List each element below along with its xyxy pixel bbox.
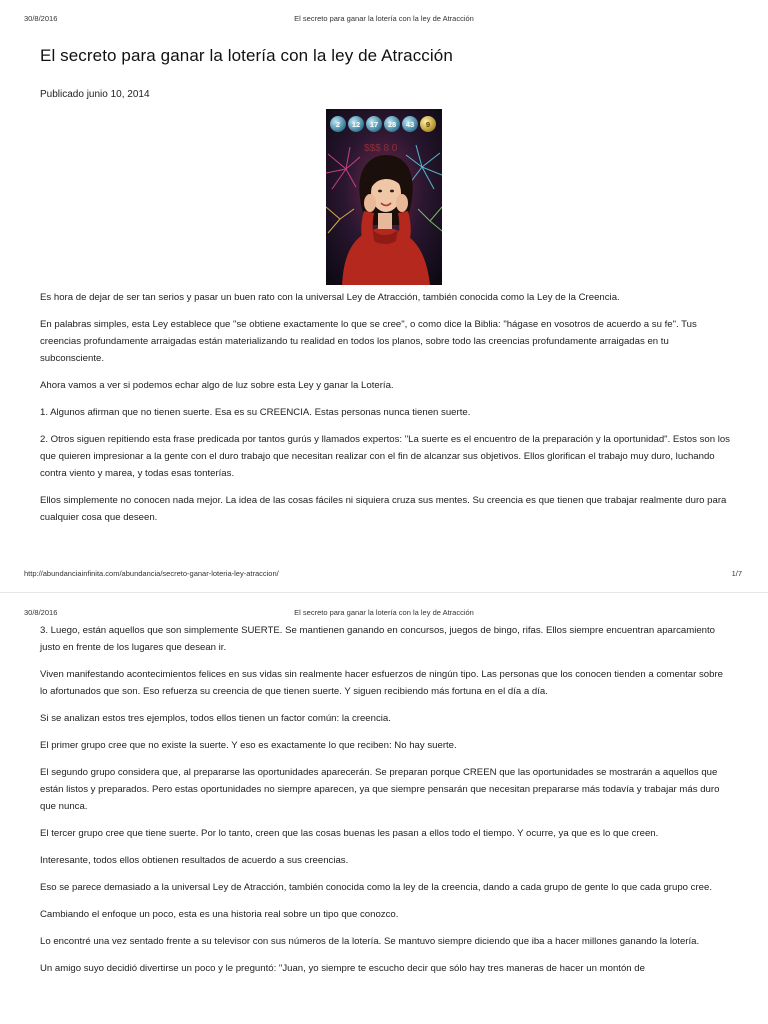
print-footer [0,569,768,581]
print-page-number: 1/7 [731,569,742,578]
print-header-title: El secreto para ganar la lotería con la ley de Atracción [294,608,474,617]
article-paragraph: Es hora de dejar de ser tan serios y pasar un buen rato con la universal Ley de Atracción, también conocida como la Ley de la Creencia. [40,292,620,303]
article-paragraph: Eso se parece demasiado a la universal Ley de Atracción, también conocida como la ley de la creencia, dando a cada grupo de gente lo que cada grupo cree. [40,882,712,893]
article-title: El secreto para ganar la lotería con la ley de Atracción [40,46,453,65]
article-paragraph: 3. Luego, están aquellos que son simplemente SUERTE. Se mantienen ganando en concursos, juegos de bingo, rifas. Ellos siempre encuentran aparcamiento justo en frente de los lugares que desean ir. [40,625,715,653]
lottery-number: 9 [425,120,431,129]
lottery-number: 12 [351,120,361,129]
print-page-2 [0,600,768,1024]
article-paragraph: Interesante, todos ellos obtienen resultados de acuerdo a sus creencias. [40,855,349,866]
lottery-photo [326,109,442,285]
lottery-number: 43 [405,120,415,129]
article-paragraph: Ahora vamos a ver si podemos echar algo de luz sobre esta Ley y ganar la Lotería. [40,380,394,391]
print-date: 30/8/2016 [24,608,58,617]
article-paragraph: 1. Algunos afirman que no tienen suerte. Esa es su CREENCIA. Estas personas nunca tienen suerte. [40,407,471,418]
article-body-page-1 [40,289,730,536]
print-date: 30/8/2016 [24,14,58,23]
article-paragraph: En palabras simples, esta Ley establece que "se obtiene exactamente lo que se cree", o como dice la Biblia: "hágase en vosotros de acuerdo a su fe". Tus creencias profundamente arraigadas están materializando tu realidad en todos los planos, sobre todo las creencias profundamente arraigadas en tu subconsciente. [40,319,697,364]
svg-text:$$$ 8 0: $$$ 8 0 [364,143,398,154]
print-header [0,608,768,620]
article-paragraph: Si se analizan estos tres ejemplos, todos ellos tienen un factor común: la creencia. [40,713,391,724]
print-header [0,14,768,26]
article-paragraph: El primer grupo cree que no existe la suerte. Y eso es exactamente lo que reciben: No hay suerte. [40,740,457,751]
article-paragraph: Viven manifestando acontecimientos felices en sus vidas sin realmente hacer esfuerzos de ningún tipo. Las personas que los conocen tienden a comentar sobre lo afortunados que son. Eso refuerza su creencia de que tienen suerte. Y siguen recibiendo más fortuna en el día a día. [40,669,723,697]
lottery-number: 17 [369,120,379,129]
lottery-woman-illustration [326,109,442,285]
article-paragraph: Ellos simplemente no conocen nada mejor. La idea de las cosas fáciles ni siquiera cruza sus mentes. Su creencia es que tienen que trabajar realmente duro para cualquier cosa que deseen. [40,495,727,523]
page-divider [0,592,768,593]
print-header-title: El secreto para ganar la lotería con la ley de Atracción [294,14,474,23]
lottery-number: 28 [387,120,397,129]
print-url: http://abundanciainfinita.com/abundancia/secreto-ganar-loteria-ley-atraccion/ [24,569,279,578]
published-date: Publicado junio 10, 2014 [40,89,150,100]
article-paragraph: Lo encontré una vez sentado frente a su televisor con sus números de la lotería. Se mantuvo siempre diciendo que iba a hacer millones ganando la lotería. [40,936,700,947]
article-paragraph: El tercer grupo cree que tiene suerte. Por lo tanto, creen que las cosas buenas les pasan a ellos todo el tiempo. Y ocurre, ya que es lo que creen. [40,828,659,839]
article-paragraph: 2. Otros siguen repitiendo esta frase predicada por tantos gurús y llamados expertos: "La suerte es el encuentro de la preparación y la oportunidad". Estos son los que quieren impresionar a la gente con el duro trabajo que necesitan realizar con el fin de alcanzar sus objetivos. Ellos glorifican el trabajo muy duro, luchando contra viento y marea, y todas esas tonterías. [40,434,730,479]
article-paragraph: Un amigo suyo decidió divertirse un poco y le preguntó: "Juan, yo siempre te escucho decir que sólo hay tres maneras de hacer un montón de [40,963,645,974]
article-body-page-2 [40,622,730,987]
lottery-number: 2 [335,120,341,129]
article-paragraph: El segundo grupo considera que, al prepararse las oportunidades aparecerán. Se preparan porque CREEN que las oportunidades se mostrarán a aquellos que están listos y preparados. Pero estas oportunidades no siempre aparecen, ya que siempre pensarán que necesitan prepararse más todavía y trabajar más duro que nunca. [40,767,720,812]
article-paragraph: Cambiando el enfoque un poco, esta es una historia real sobre un tipo que conozco. [40,909,399,920]
